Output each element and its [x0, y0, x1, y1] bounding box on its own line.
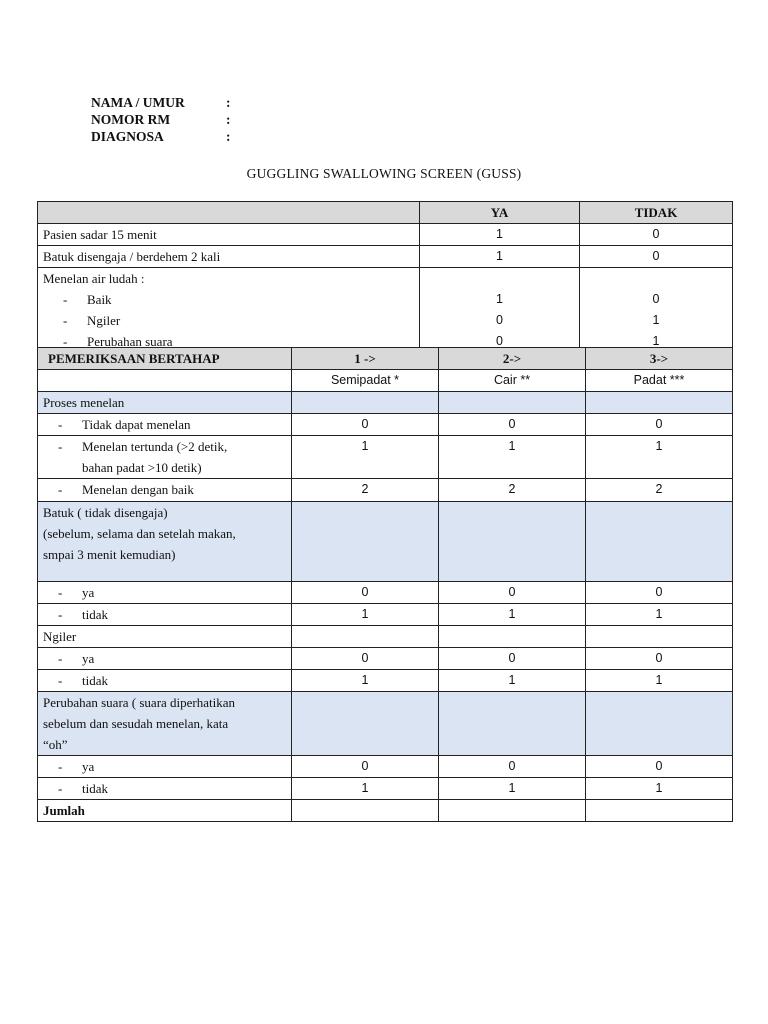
- section-row-proses: [38, 392, 733, 414]
- section-label-line: (sebelum, selama dan setelah makan,: [43, 526, 236, 541]
- ya-value: 0: [496, 313, 503, 327]
- value-cell: 0: [439, 414, 586, 436]
- value-cell: 1: [586, 670, 733, 692]
- value-cell: 2: [586, 479, 733, 502]
- tidak-value: 0: [652, 292, 660, 306]
- value-cell: 1: [439, 778, 586, 800]
- tidak-values: [580, 268, 733, 353]
- section-row-perubahan: [38, 692, 733, 756]
- stepwise-exam-table: [37, 347, 733, 822]
- step-3-header: 3->: [586, 348, 733, 370]
- ya-value: 1: [420, 246, 580, 268]
- texture-cair: Cair **: [439, 370, 586, 392]
- section-label-line: sebelum dan sesudah menelan, kata: [43, 716, 229, 731]
- value-cell: 1: [292, 604, 439, 626]
- item-label-line: Menelan tertunda (>2 detik,: [82, 439, 228, 454]
- value-cell: 0: [586, 582, 733, 604]
- item-cell: - Menelan tertunda (>2 detik, bahan padat >10 detik): [38, 436, 292, 479]
- item-label: Baik: [87, 292, 112, 307]
- value-cell: 1: [586, 604, 733, 626]
- subheader-row: [38, 370, 733, 392]
- table-row: [38, 604, 733, 626]
- row-label: Batuk disengaja / berdehem 2 kali: [38, 246, 420, 268]
- total-cell: [439, 800, 586, 822]
- table-row: [38, 670, 733, 692]
- value-cell: 0: [586, 756, 733, 778]
- item-cell: - ya: [38, 648, 292, 670]
- item-cell: - Menelan dengan baik: [38, 479, 292, 502]
- table-row: [38, 648, 733, 670]
- value-cell: 1: [439, 436, 586, 479]
- field-label: NAMA / UMUR: [91, 95, 185, 110]
- section-label-line: Batuk ( tidak disengaja): [43, 505, 168, 520]
- item-label: ya: [82, 651, 95, 666]
- value-cell: 0: [292, 414, 439, 436]
- subheader-empty: [38, 370, 292, 392]
- table-row: [38, 246, 733, 268]
- table-row: [38, 436, 733, 479]
- item-label: Menelan dengan baik: [82, 482, 194, 497]
- table-row: [38, 756, 733, 778]
- tidak-value: 0: [580, 224, 733, 246]
- list-item: - Perubahan suara: [63, 334, 173, 349]
- table-row: [38, 778, 733, 800]
- list-item: - Baik: [63, 292, 112, 307]
- item-label: Ngiler: [87, 313, 121, 328]
- texture-padat: Padat ***: [586, 370, 733, 392]
- screening-table: [37, 201, 733, 353]
- name-age-field: [91, 95, 231, 111]
- value-cell: 1: [586, 436, 733, 479]
- total-label: Jumlah: [38, 800, 292, 822]
- value-cell: 0: [292, 582, 439, 604]
- header-tidak: TIDAK: [580, 202, 733, 224]
- table-row: [38, 479, 733, 502]
- item-label-line: bahan padat >10 detik): [82, 460, 202, 475]
- ya-value: 1: [420, 224, 580, 246]
- value-cell: 0: [439, 582, 586, 604]
- value-cell: 0: [292, 648, 439, 670]
- field-separator: :: [226, 112, 231, 127]
- row-label: Menelan air ludah :: [43, 271, 145, 286]
- item-cell: - tidak: [38, 670, 292, 692]
- item-cell: - Tidak dapat menelan: [38, 414, 292, 436]
- value-cell: 1: [586, 778, 733, 800]
- record-number-field: [91, 112, 231, 128]
- item-label: Perubahan suara: [87, 334, 173, 349]
- section-label: Proses menelan: [38, 392, 292, 414]
- exam-title: PEMERIKSAAN BERTAHAP: [38, 348, 292, 370]
- item-label: ya: [82, 585, 95, 600]
- value-cell: 1: [439, 604, 586, 626]
- section-label-line: smpai 3 menit kemudian): [43, 547, 176, 562]
- menelan-cell: [38, 268, 420, 353]
- item-label: tidak: [82, 673, 108, 688]
- item-cell: - ya: [38, 582, 292, 604]
- list-item: - Ngiler: [63, 313, 121, 328]
- table-row: [38, 224, 733, 246]
- header-ya: YA: [420, 202, 580, 224]
- section-label: [38, 502, 292, 582]
- item-label: tidak: [82, 781, 108, 796]
- value-cell: 0: [586, 414, 733, 436]
- item-cell: - tidak: [38, 778, 292, 800]
- ya-values: [420, 268, 580, 353]
- value-cell: 1: [292, 778, 439, 800]
- field-label: DIAGNOSA: [91, 129, 164, 144]
- value-cell: 2: [292, 479, 439, 502]
- section-row-batuk: [38, 502, 733, 582]
- total-cell: [292, 800, 439, 822]
- section-label: [38, 692, 292, 756]
- diagnosis-field: [91, 129, 231, 145]
- value-cell: 0: [439, 648, 586, 670]
- section-row-ngiler: [38, 626, 733, 648]
- item-label: Tidak dapat menelan: [82, 417, 191, 432]
- texture-semipadat: Semipadat *: [292, 370, 439, 392]
- table-header-row: [38, 202, 733, 224]
- step-2-header: 2->: [439, 348, 586, 370]
- section-label-line: Perubahan suara ( suara diperhatikan: [43, 695, 236, 710]
- item-label: ya: [82, 759, 95, 774]
- ya-value: 1: [496, 292, 503, 306]
- item-label: tidak: [82, 607, 108, 622]
- table-row: [38, 582, 733, 604]
- value-cell: 2: [439, 479, 586, 502]
- field-separator: :: [226, 95, 231, 110]
- ya-value: 0: [496, 334, 503, 348]
- tidak-value: 0: [580, 246, 733, 268]
- value-cell: 0: [439, 756, 586, 778]
- item-cell: - ya: [38, 756, 292, 778]
- header-cell-empty: [38, 202, 420, 224]
- table-row: [38, 414, 733, 436]
- document-title: GUGGLING SWALLOWING SCREEN (GUSS): [246, 166, 522, 181]
- row-label: Pasien sadar 15 menit: [38, 224, 420, 246]
- field-label: NOMOR RM: [91, 112, 171, 127]
- table-header-row: [38, 348, 733, 370]
- tidak-value: 1: [652, 334, 660, 348]
- value-cell: 1: [439, 670, 586, 692]
- value-cell: 0: [292, 756, 439, 778]
- total-cell: [586, 800, 733, 822]
- field-separator: :: [226, 129, 231, 144]
- section-label: Ngiler: [38, 626, 292, 648]
- value-cell: 1: [292, 670, 439, 692]
- value-cell: 1: [292, 436, 439, 479]
- step-1-header: 1 ->: [292, 348, 439, 370]
- total-row: [38, 800, 733, 822]
- section-label-line: “oh”: [43, 737, 68, 752]
- value-cell: 0: [586, 648, 733, 670]
- tidak-value: 1: [652, 313, 660, 327]
- item-cell: - tidak: [38, 604, 292, 626]
- table-row: [38, 268, 733, 353]
